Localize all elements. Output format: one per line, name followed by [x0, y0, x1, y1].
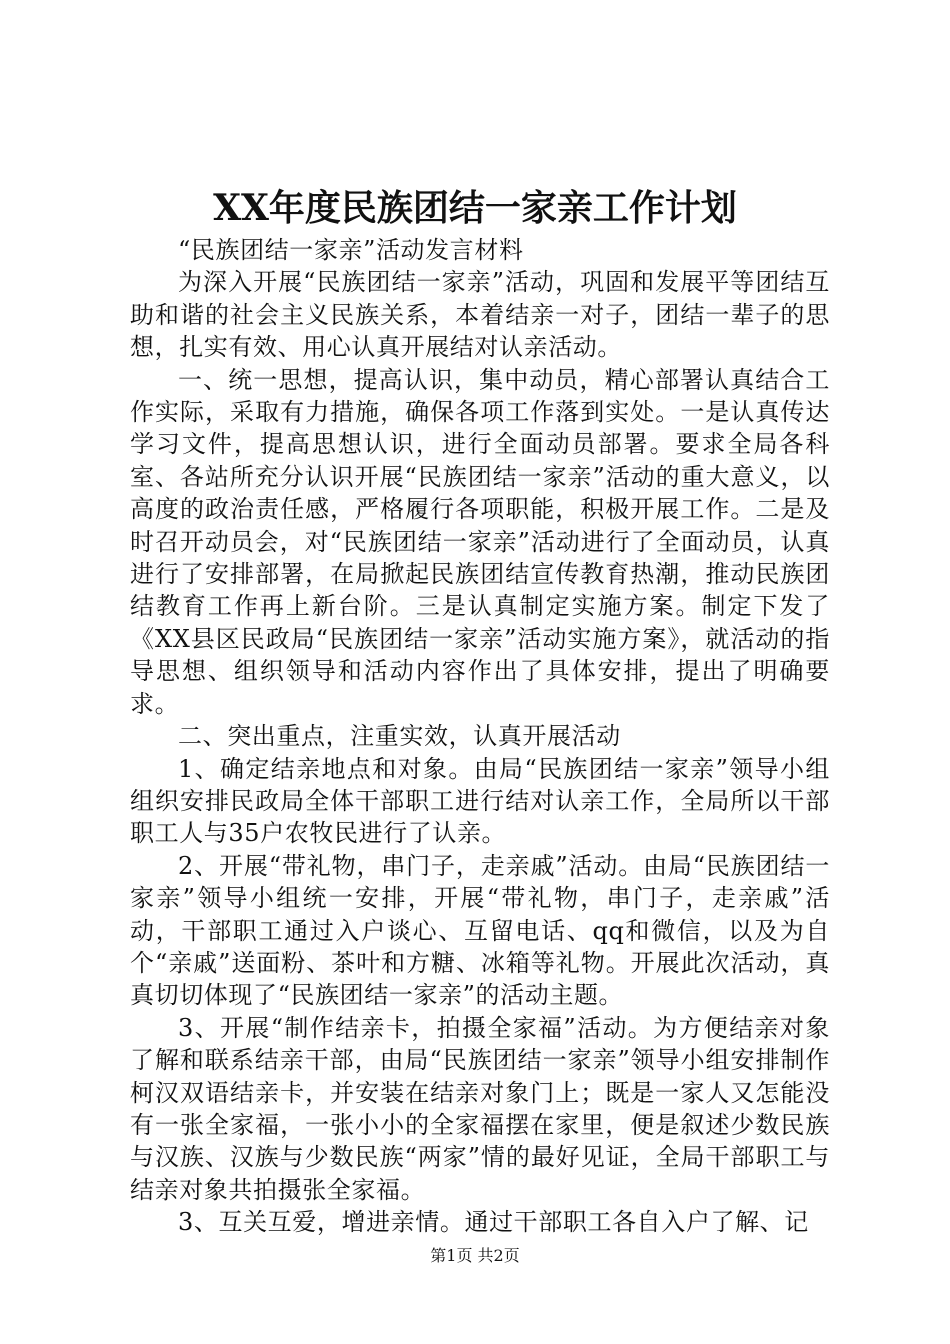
paragraph-item-2: 2、开展“带礼物，串门子，走亲戚”活动。由局“民族团结一家亲”领导小组统一安排，开展“带礼物，串门子，走亲戚”活动，干部职工通过入户谈心、互留电话、qq和微信，以及为自个“亲戚”送面粉、茶叶和方糖、冰箱等礼物。开展此次活动，真真切切体现了“民族团结一家亲”的活动主题。	[130, 851, 830, 1010]
paragraph-section-one: 一、统一思想，提高认识，集中动员，精心部署认真结合工作实际，采取有力措施，确保各项工作落到实处。一是认真传达学习文件，提高思想认识，进行全面动员部署。要求全局各科室、各站所充分认识开展“民族团结一家亲”活动的重大意义，以高度的政治责任感，严格履行各项职能，积极开展工作。二是及时召开动员会，对“民族团结一家亲”活动进行了全面动员，认真进行了安排部署，在局掀起民族团结宣传教育热潮，推动民族团结教育工作再上新台阶。三是认真制定实施方案。制定下发了《XX县区民政局“民族团结一家亲”活动实施方案》，就活动的指导思想、组织领导和活动内容作出了具体安排，提出了明确要求。	[130, 365, 830, 718]
paragraph-section-two-heading: 二、突出重点，注重实效，认真开展活动	[178, 722, 621, 751]
paragraph-item-3: 3、开展“制作结亲卡，拍摄全家福”活动。为方便结亲对象了解和联系结亲干部，由局“民族团结一家亲”领导小组安排制作柯汉双语结亲卡，并安装在结亲对象门上；既是一家人又怎能没有一张全家福，一张小小的全家福摆在家里，便是叙述少数民族与汉族、汉族与少数民族“两家”情的最好见证，全局干部职工与结亲对象共拍摄张全家福。	[130, 1013, 830, 1204]
document-body	[130, 234, 830, 1239]
paragraph-item-3b: 3、互关互爱，增进亲情。通过干部职工各自入户了解、记	[178, 1208, 809, 1237]
paragraph-subtitle: “民族团结一家亲”活动发言材料	[178, 236, 524, 264]
document-title: XX年度民族团结一家亲工作计划	[213, 187, 737, 229]
paragraph-item-1: 1、确定结亲地点和对象。由局“民族团结一家亲”领导小组组织安排民政局全体干部职工进行结对认亲工作，全局所以干部职工人与35户农牧民进行了认亲。	[130, 754, 830, 848]
page-number-footer: 第1页 共2页	[430, 1246, 520, 1265]
paragraph-intro: 为深入开展“民族团结一家亲”活动，巩固和发展平等团结互助和谐的社会主义民族关系，本着结亲一对子，团结一辈子的思想，扎实有效、用心认真开展结对认亲活动。	[130, 268, 830, 362]
